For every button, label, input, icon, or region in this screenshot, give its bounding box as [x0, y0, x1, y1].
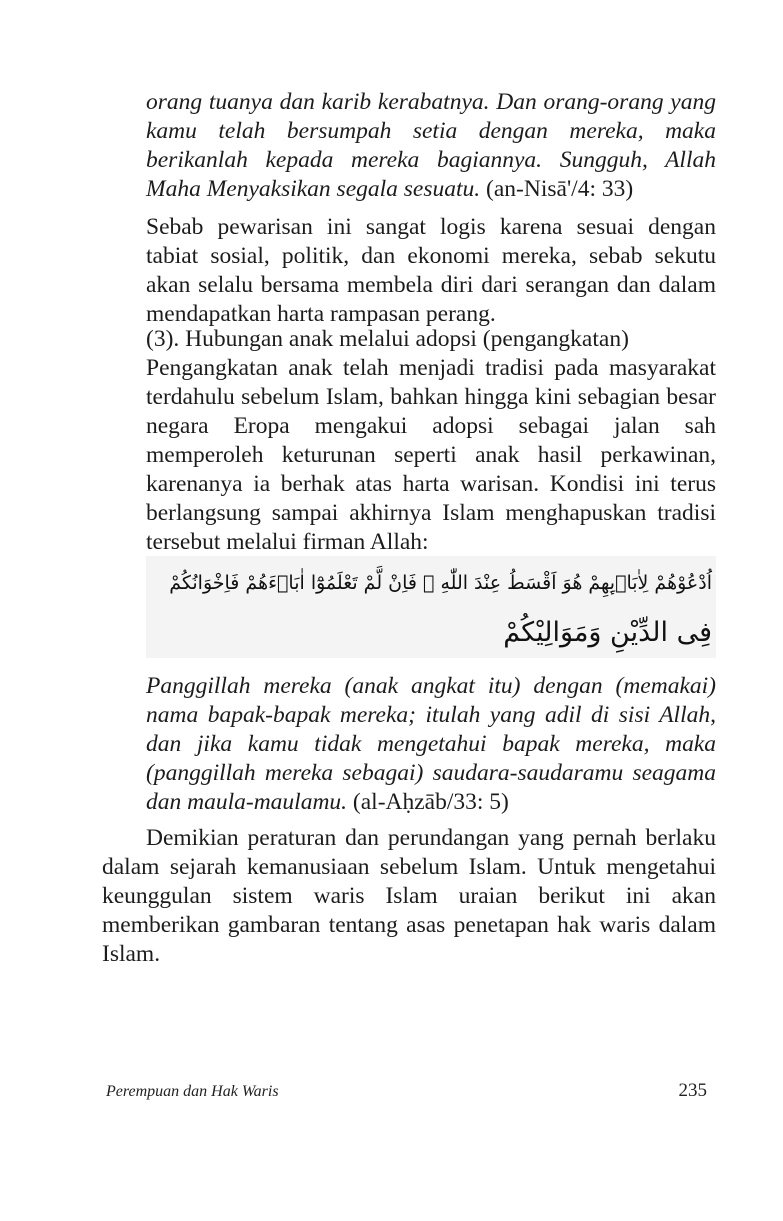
quote-translation-text: orang tuanya dan karib kerabatnya. Dan orang-orang yang kamu telah bersumpah setia dengan mereka, maka berikanlah kepada mereka bagiannya. Sungguh, Allah Maha Menyaksikan segala sesuatu. — [146, 89, 716, 202]
body-paragraph: Sebab pewarisan ini sangat logis karena sesuai dengan tabiat sosial, politik, dan ekonomi mereka, sebab sekutu akan selalu bersama membela diri dari serangan dan dalam mendapatkan harta rampasan perang. — [146, 214, 716, 327]
quote-citation: (al-Aḥzāb/33: 5) — [347, 789, 509, 815]
arabic-verse-box — [146, 556, 716, 658]
subheading-adoption — [146, 325, 716, 354]
body-paragraph: Demikian peraturan dan perundangan yang pernah berlaku dalam sejarah kemanusiaan sebelum Islam. Untuk mengetahui keunggulan sistem waris Islam uraian berikut ini akan memberikan gambaran tentang asas penetapan hak waris dalam Islam. — [102, 825, 716, 967]
quote-citation: (an-Nisā'/4: 33) — [480, 176, 634, 202]
body-paragraph: Pengangkatan anak telah menjadi tradisi pada masyarakat terdahulu sebelum Islam, bahkan hingga kini sebagian besar negara Eropa mengakui adopsi sebagai jalan sah memperoleh keturunan seperti anak hasil perkawinan, karenanya ia berhak atas harta warisan. Kondisi ini terus berlangsung sampai akhirnya Islam menghapuskan tradisi tersebut melalui firman Allah: — [146, 355, 716, 555]
paragraph-conclusion — [102, 824, 716, 969]
quran-translation-quote-nisa — [146, 88, 716, 204]
running-footer-title: Perempuan dan Hak Waris — [106, 1083, 279, 1100]
page-number: 235 — [678, 1080, 707, 1101]
quote-translation-text: Panggillah mereka (anak angkat itu) dengan (memakai) nama bapak-bapak mereka; itulah yang adil di sisi Allah, dan jika kamu tidak mengetahui bapak mereka, maka (panggillah mereka sebagai) saudara-saudaramu seagama dan maula-maulamu. — [146, 673, 716, 815]
body-paragraph: (3). Hubungan anak melalui adopsi (pengangkatan) — [146, 326, 629, 352]
paragraph-adoption — [146, 354, 716, 557]
arabic-verse-line-1: اُدْعُوْهُمْ لِاٰبَاۤىِٕهِمْ هُوَ اَقْسَطُ عِنْدَ اللّٰهِ ۚ فَاِنْ لَّمْ تَعْلَمُوْٓا اٰبَاۤءَهُمْ فَاِخْوَانُكُمْ — [169, 572, 712, 594]
paragraph-alliance-inheritance — [146, 213, 716, 329]
arabic-verse-line-2: فِى الدِّيْنِ وَمَوَالِيْكُمْ — [503, 617, 712, 648]
quran-translation-quote-ahzab — [146, 672, 716, 817]
